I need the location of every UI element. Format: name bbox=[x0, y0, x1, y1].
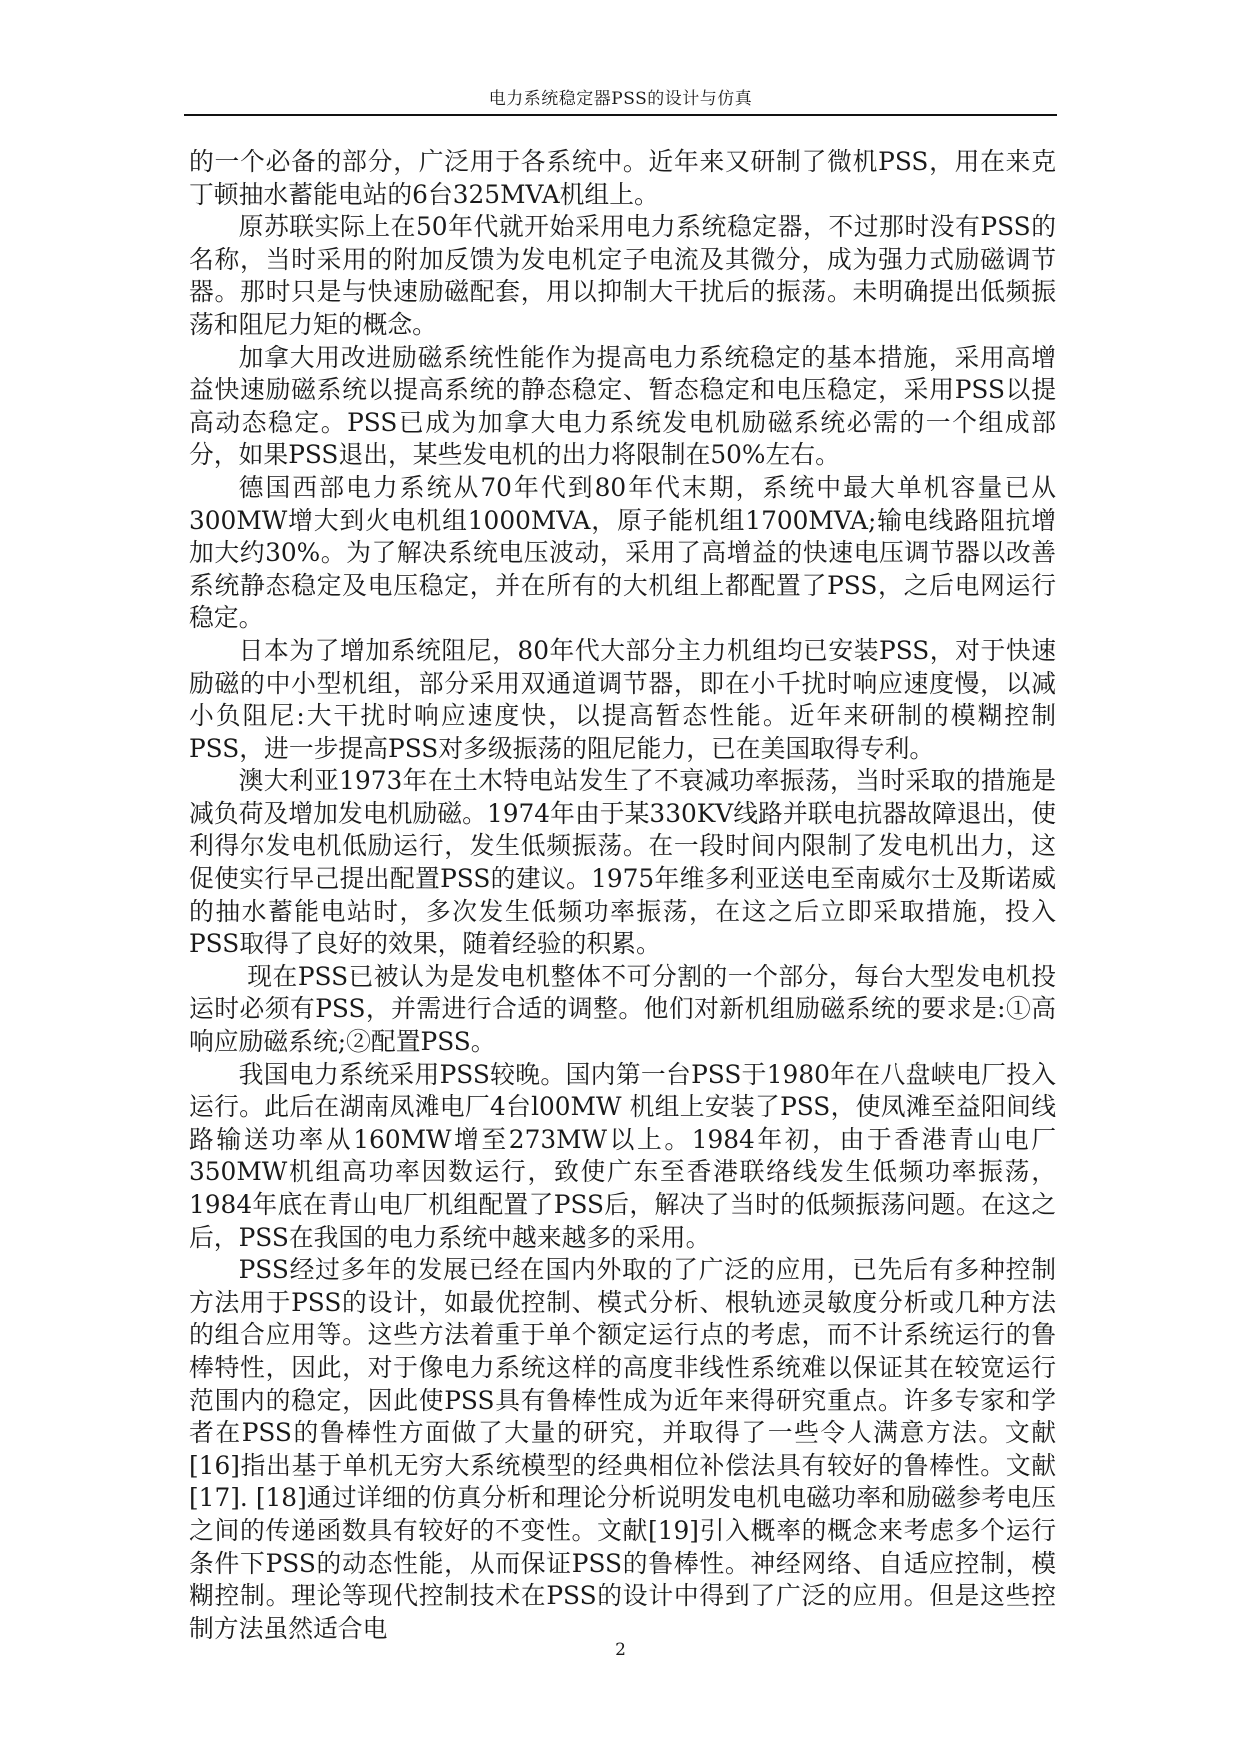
page-number: 2 bbox=[615, 1640, 626, 1660]
paragraph: 德国西部电力系统从70年代到80年代末期，系统中最大单机容量已从300MW增大到火电机组1000MVA，原子能机组1700MVA;输电线路阻抗增加大约30%。为了解决系统电压波动，采用了高增益的快速电压调节器以改善系统静态稳定及电压稳定，并在所有的大机组上都配置了PSS，之后电网运行稳定。 bbox=[189, 472, 1056, 633]
paragraph: 日本为了增加系统阻尼，80年代大部分主力机组均已安装PSS，对于快速励磁的中小型机组，部分采用双通道调节器，即在小千扰时响应速度慢，以减小负阻尼:大干扰时响应速度快，以提高暂态性能。近年来研制的模糊控制PSS，进一步提高PSS对多级振荡的阻尼能力，已在美国取得专利。 bbox=[189, 635, 1056, 763]
paragraph: 原苏联实际上在50年代就开始采用电力系统稳定器，不过那时没有PSS的名称，当时采用的附加反馈为发电机定子电流及其微分，成为强力式励磁调节器。那时只是与快速励磁配套，用以抑制大干扰后的振荡。未明确提出低频振荡和阻尼力矩的概念。 bbox=[189, 212, 1056, 339]
paragraph: 加拿大用改进励磁系统性能作为提高电力系统稳定的基本措施，采用高增益快速励磁系统以提高系统的静态稳定、暂态稳定和电压稳定，采用PSS以提高动态稳定。PSS已成为加拿大电力系统发电机励磁系统必需的一个组成部分，如果PSS退出，某些发电机的出力将限制在50%左右。 bbox=[189, 342, 1056, 470]
paragraph: 现在PSS已被认为是发电机整体不可分割的一个部分，每台大型发电机投运时必须有PSS，并需进行合适的调整。他们对新机组励磁系统的要求是:①高响应励磁系统;②配置PSS。 bbox=[189, 961, 1056, 1057]
paragraph: PSS经过多年的发展已经在国内外取的了广泛的应用，已先后有多种控制方法用于PSS的设计，如最优控制、模式分析、根轨迹灵敏度分析或几种方法的组合应用等。这些方法着重于单个额定运行点的考虑，而不计系统运行的鲁棒特性，因此，对于像电力系统这样的高度非线性系统难以保证其在较宽运行范围内的稳定，因此使PSS具有鲁棒性成为近年来得研究重点。许多专家和学者在PSS的鲁棒性方面做了大量的研究，并取得了一些令人满意方法。文献[16]指出基于单机无穷大系统模型的经典相位补偿法具有较好的鲁棒性。文献[17]. [18]通过详细的仿真分析和理论分析说明发电机电磁功率和励磁参考电压之间的传递函数具有较好的不变性。文献[19]引入概率的概念来考虑多个运行条件下PSS的动态性能，从而保证PSS的鲁棒性。神经网络、自适应控制，模糊控制。理论等现代控制技术在PSS的设计中得到了广泛的应用。但是这些控制方法虽然适合电 bbox=[189, 1255, 1056, 1643]
header-divider bbox=[184, 114, 1057, 116]
paragraph: 的一个必备的部分，广泛用于各系统中。近年来又研制了微机PSS，用在来克丁顿抽水蓄能电站的6台325MVA机组上。 bbox=[189, 147, 1056, 209]
paragraph: 我国电力系统采用PSS较晚。国内第一台PSS于1980年在八盘峡电厂投入运行。此后在湖南凤滩电厂4台l00MW 机组上安装了PSS，使凤滩至益阳间线路输送功率从160MW增至273MW以上。1984年初，由于香港青山电厂350MW机组高功率因数运行，致使广东至香港联络线发生低频功率振荡，1984年底在青山电厂机组配置了PSS后，解决了当时的低频振荡问题。在这之后，PSS在我国的电力系统中越来越多的采用。 bbox=[189, 1059, 1056, 1252]
paragraph: 澳大利亚1973年在土木特电站发生了不衰减功率振荡，当时采取的措施是减负荷及增加发电机励磁。1974年由于某330KV线路并联电抗器故障退出，使利得尔发电机低励运行，发生低频振荡。在一段时间内限制了发电机出力，这促使实行早己提出配置PSS的建议。1975年维多利亚送电至南威尔士及斯诺威的抽水蓄能电站时，多次发生低频功率振荡，在这之后立即采取措施，投入PSS取得了良好的效果，随着经验的积累。 bbox=[189, 766, 1056, 959]
page-header-title: 电力系统稳定器PSS的设计与仿真 bbox=[488, 89, 753, 109]
body-text bbox=[189, 146, 1056, 1645]
